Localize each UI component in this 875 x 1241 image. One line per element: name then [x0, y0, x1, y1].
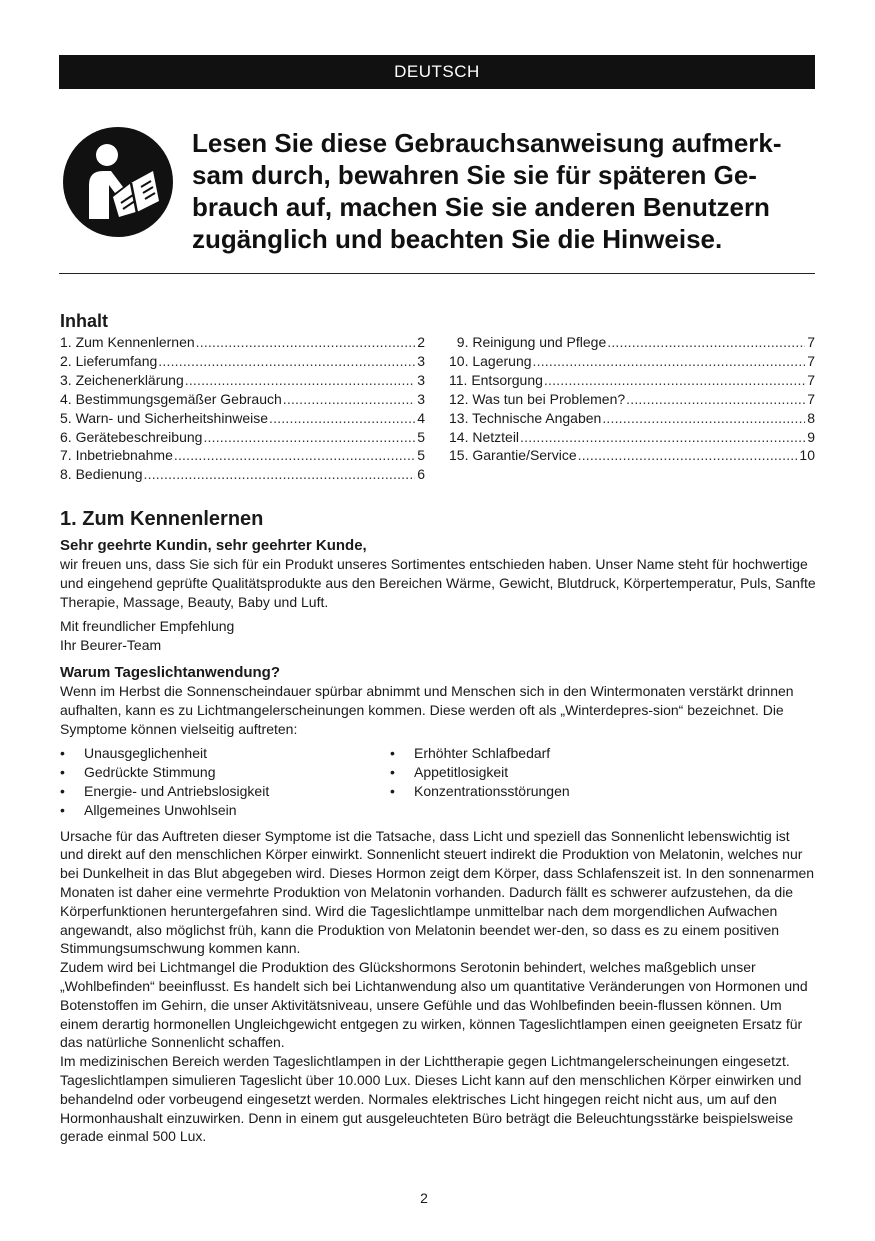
- section-zum-kennenlernen: [60, 507, 816, 1146]
- toc-entry[interactable]: 10. Lagerung ..... 7: [449, 352, 815, 371]
- list-item: • Energie- und Antriebslosigkeit: [60, 782, 270, 799]
- why-daylight-intro: Wenn im Herbst die Sonnenscheindauer spürbar abnimmt und Menschen sich in den Wintermonaten verstärkt drinnen aufhalten, kann es zu Lichtmangelerscheinungen kommen. Diese werden oft als „Winterdepres-sion“ bezeichnet. Die Symptome können vielseitig auftreten:: [60, 682, 794, 737]
- symptom-list-left: [60, 744, 390, 819]
- body-paragraph: Zudem wird bei Lichtmangel die Produktion des Glückshormons Serotonin behindert, welches maßgeblich unser „Wohlbefinden“ beeinflusst. Es handelt sich bei Lichtanwendung also um quantitative Veränderungen von Hormonen und Botenstoffen im Gehirn, die unser Aktivitätsniveau, unsere Gefühle und das Wohlbefinden beein-flussen können. Um einem derartig hormonellen Ungleichgewicht entgegen zu wirken, können Tageslichtlampen einen geeigneten Ersatz für das natürliche Sonnenlicht schaffen.: [60, 959, 808, 1051]
- closing-line: Mit freundlicher Empfehlung: [60, 618, 235, 635]
- toc-entry[interactable]: 6. Gerätebeschreibung ..... 5: [60, 428, 425, 447]
- toc-right-column: [449, 333, 815, 465]
- section-title: 1. Zum Kennenlernen: [60, 508, 264, 530]
- toc-entry[interactable]: 2. Lieferumfang ..... 3: [60, 352, 425, 371]
- divider: [59, 273, 815, 274]
- toc-entry[interactable]: 12. Was tun bei Problemen? ..... 7: [449, 390, 815, 409]
- symptom-list-right: [390, 744, 720, 819]
- toc-entry[interactable]: 7. Inbetriebnahme ..... 5: [60, 446, 425, 465]
- page-number: 2: [420, 1190, 428, 1206]
- language-header-bar: [59, 55, 815, 89]
- toc-entry[interactable]: 1. Zum Kennenlernen ..... 2: [60, 333, 425, 352]
- language-label: DEUTSCH: [394, 62, 480, 81]
- list-item: • Appetitlosigkeit: [390, 764, 509, 781]
- list-item: • Erhöhter Schlafbedarf: [390, 745, 551, 762]
- welcome-paragraph: wir freuen uns, dass Sie sich für ein Produkt unseres Sortimentes entschieden haben. Unser Name steht für hochwertige und eingehend geprüfte Qualitätsprodukte aus den Bereichen Wärme, Gewicht, Blutdruck, Körpertemperatur, Puls, Sanfte Therapie, Massage, Beauty, Baby und Luft.: [60, 556, 816, 610]
- toc-entry[interactable]: 11. Entsorgung ..... 7: [449, 371, 815, 390]
- toc-left-column: [60, 333, 425, 484]
- list-item: • Konzentrationsstörungen: [390, 782, 570, 799]
- toc-entry[interactable]: 8. Bedienung ..... 6: [60, 465, 425, 484]
- body-paragraph: Ursache für das Auftreten dieser Symptome ist die Tatsache, dass Licht und speziell das Sonnenlicht lebenswichtig ist und direkt auf den menschlichen Körper einwirkt. Sonnenlicht steuert indirekt die Produktion von Melatonin, welches nur bei Dunkelheit in das Blut abgegeben wird. Dieses Hormon zeigt dem Körper, dass Schlafenszeit ist. In den sonnenarmen Monaten ist daher eine vermehrte Produktion von Melatonin vorhanden. Dadurch fällt es schwerer aufzustehen, da die Körperfunktionen heruntergefahren sind. Wird die Tageslichtlampe unmittelbar nach dem morgendlichen Aufwachen angewandt, also möglichst früh, kann die Produktion von Melatonin beendet wer-den, so dass es zu einem positiven Stimmungsumschwung kommen kann.: [60, 827, 815, 957]
- greeting-heading: Sehr geehrte Kundin, sehr geehrter Kunde,: [60, 537, 367, 554]
- toc-entry[interactable]: 5. Warn- und Sicherheitshinweise ..... 4: [60, 409, 425, 428]
- toc-entry[interactable]: 9. Reinigung und Pflege ..... 7: [449, 333, 815, 352]
- read-manual-icon: [63, 127, 173, 237]
- body-paragraph: Im medizinischen Bereich werden Tageslichtlampen in der Lichttherapie gegen Lichtmangelerscheinungen eingesetzt. Tageslichtlampen simulieren Tageslicht über 10.000 Lux. Dieses Licht kann auf den menschlichen Körper einwirken und behandelnd oder vorbeugend eingesetzt werden. Normales elektrisches Licht hingegen reicht nicht aus, um auf den Hormonhaushalt einzuwirken. Denn in einem gut ausgeleuchteten Büro beträgt die Beleuchtungsstärke beispielsweise gerade einmal 500 Lux.: [60, 1053, 802, 1145]
- list-item: • Unausgeglichenheit: [60, 745, 207, 762]
- intro-instruction: Lesen Sie diese Gebrauchsanweisung aufmerk-sam durch, bewahren Sie sie für späteren Ge-brauch auf, machen Sie sie anderen Benutzern zugänglich und beachten Sie die Hinweise.: [192, 128, 782, 254]
- toc-entry[interactable]: 13. Technische Angaben ..... 8: [449, 409, 815, 428]
- toc-entry[interactable]: 3. Zeichenerklärung ..... 3: [60, 371, 425, 390]
- signature-line: Ihr Beurer-Team: [60, 637, 162, 654]
- list-item: • Allgemeines Unwohlsein: [60, 801, 237, 818]
- toc-entry[interactable]: 15. Garantie/Service ..... 10: [449, 446, 815, 465]
- list-item: • Gedrückte Stimmung: [60, 764, 216, 781]
- toc-entry[interactable]: 4. Bestimmungsgemäßer Gebrauch ..... 3: [60, 390, 425, 409]
- why-daylight-heading: Warum Tageslichtanwendung?: [60, 663, 281, 681]
- symptom-list: [60, 744, 816, 819]
- toc-entry[interactable]: 14. Netzteil ..... 9: [449, 428, 815, 447]
- toc-title: Inhalt: [60, 311, 108, 331]
